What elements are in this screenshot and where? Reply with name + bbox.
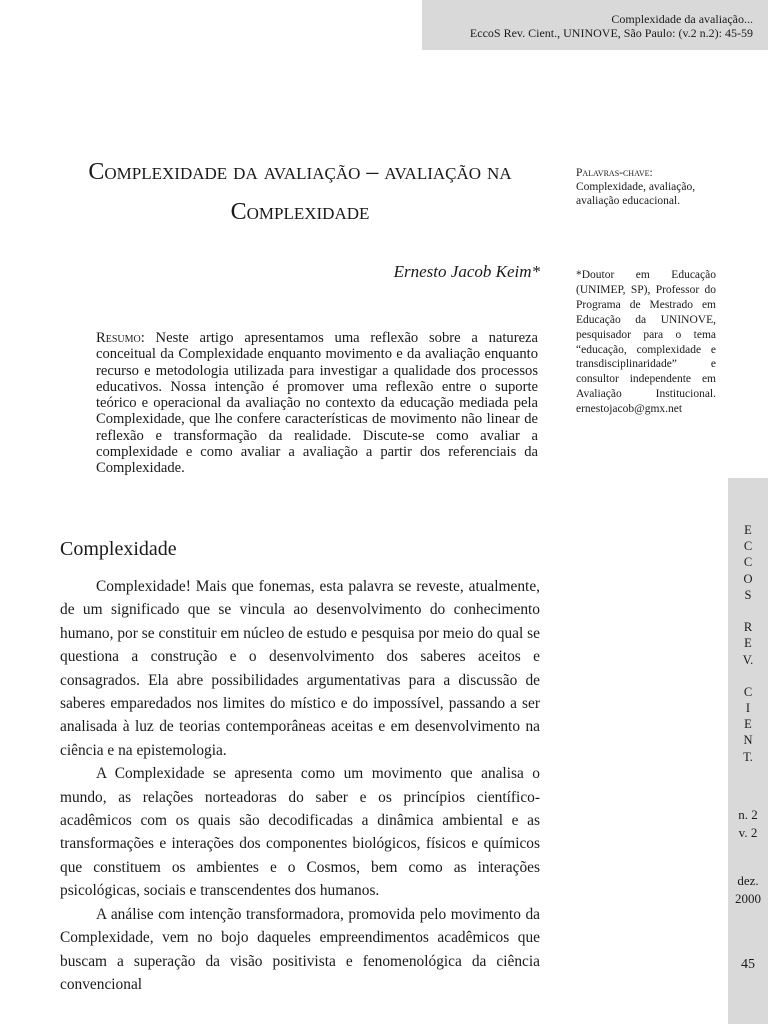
issue-volume: v. 2 — [738, 825, 758, 840]
journal-letter: N — [743, 733, 753, 748]
abstract-label: Resumo: — [96, 330, 145, 346]
article-author: Ernesto Jacob Keim* — [393, 262, 540, 281]
running-header-citation: EccoS Rev. Cient., UNINOVE, São Paulo: (v.2 n.2): 45-59 — [469, 26, 753, 40]
running-header — [422, 0, 768, 50]
section-heading: Complexidade — [60, 538, 177, 560]
journal-letter-gap — [728, 603, 768, 619]
journal-side-strip — [728, 478, 768, 1024]
author-footnote: *Doutor em Educação (UNIMEP, SP), Professor do Programa de Mestrado em Educação da UNINOVE, pesquisador para o tema “educação, complexidade e transdisciplinaridade” e consultor independente em Avaliação Institucional. ernestojacob@gmx.net — [576, 269, 716, 416]
journal-letter: E — [744, 717, 752, 732]
keywords — [576, 166, 716, 208]
issue-number: n. 2 — [738, 807, 758, 822]
journal-letter: C — [743, 684, 753, 699]
body-paragraph: A Complexidade se apresenta como um movimento que analisa o mundo, as relações norteadoras do saber e os princípios científico-acadêmicos com os quais são decodificadas a dinâmica ambiental e as transformações e interações dos componentes biológicos, físicos e químicos que constituem os ambientes e o Cosmos, bem como as interações psicológicas, sociais e transcendentes dos humanos. — [60, 765, 540, 900]
article-title — [60, 152, 540, 232]
journal-letter: I — [745, 701, 751, 716]
journal-letter: O — [743, 571, 753, 586]
article-title-line2: Complexidade — [230, 199, 370, 225]
issue-year: 2000 — [735, 891, 761, 906]
issue-date — [728, 872, 768, 908]
journal-letter-gap — [728, 668, 768, 684]
body-paragraph: A análise com intenção transformadora, promovida pelo movimento da Complexidade, vem no bojo daqueles empreendimentos acadêmicos que buscam a superação da visão positivista e fenomenológica da ciência convencional — [60, 905, 540, 993]
section-body — [60, 575, 540, 996]
running-header-title: Complexidade da avaliação... — [611, 12, 753, 26]
journal-name-vertical — [728, 522, 768, 765]
abstract — [96, 330, 538, 477]
issue-month: dez. — [737, 873, 759, 888]
journal-letter: T. — [743, 749, 753, 764]
body-paragraph: Complexidade! Mais que fonemas, esta palavra se reveste, atualmente, de um significado que se vincula ao desenvolvimento do conhecimento humano, por se constituir em núcleo de estudo e pesquisa por meio do qual se questiona a construção e o desenvolvimento dos saberes aceitos e consagrados. Ela abre possibilidades argumentativas para a discussão de saberes emparedados nos limites do místico e do impossível, passando a ser analisada à luz de teorias contemporâneas aceitas e em desenvolvimento na ciência e na epistemologia. — [60, 578, 540, 759]
journal-letter: S — [744, 587, 752, 602]
keywords-text: Complexidade, avaliação, avaliação educacional. — [576, 181, 696, 207]
journal-letter: C — [743, 539, 753, 554]
article-title-line1: Complexidade da avaliação – avaliação na — [88, 159, 512, 185]
journal-letter: E — [744, 636, 752, 651]
journal-letter: R — [743, 620, 753, 635]
journal-letter: E — [744, 523, 752, 537]
page-number: 45 — [741, 957, 755, 972]
journal-letter: C — [743, 555, 753, 570]
issue-info — [728, 806, 768, 842]
keywords-label: Palavras-chave: — [576, 167, 653, 179]
abstract-text: Neste artigo apresentamos uma reflexão sobre a natureza conceitual da Complexidade enquanto movimento e da avaliação enquanto recurso e metodologia utilizada para investigar a qualidade dos processos educativos. Nossa intenção é promover uma reflexão entre o suporte teórico e operacional da avaliação no contexto da educação mediada pela Complexidade, que lhe confere características de movimento não linear de reflexão e transformação da realidade. Discute-se como avaliar a complexidade e como avaliar a avaliação a partir dos referenciais da Complexidade. — [96, 330, 538, 477]
journal-letter: V. — [742, 652, 754, 667]
